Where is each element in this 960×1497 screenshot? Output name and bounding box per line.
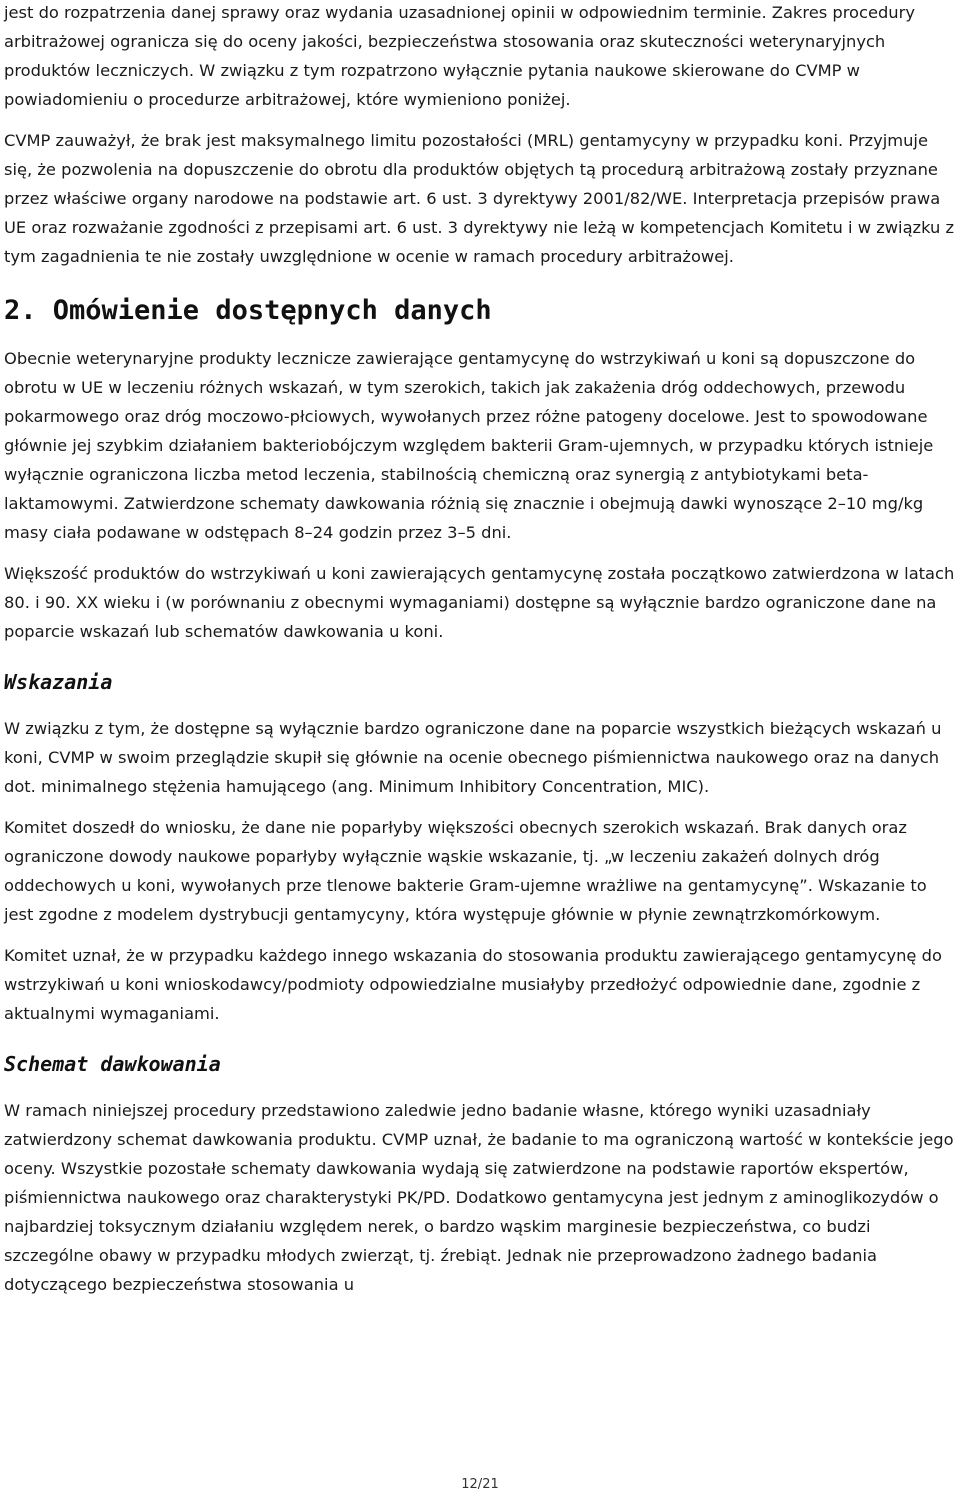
page-number: 12/21 bbox=[461, 1477, 499, 1492]
document-page bbox=[4, 0, 956, 1299]
section2-paragraph-2: Większość produktów do wstrzykiwań u koni zawierających gentamycynę została początkowo zatwierdzona w latach 80. i 90. XX wieku i (w porównaniu z obecnymi wymaganiami) dostępne są wyłącznie bardzo ograniczone dane na poparcie wskazań lub schematów dawkowania u koni. bbox=[4, 564, 955, 641]
schemat-paragraph-1: W ramach niniejszej procedury przedstawiono zaledwie jedno badanie własne, którego wyniki uzasadniały zatwierdzony schemat dawkowania produktu. CVMP uznał, że badanie to ma ograniczoną wartość w kontekście jego oceny. Wszystkie pozostałe schematy dawkowania wydają się zatwierdzone na podstawie raportów ekspertów, piśmiennictwa naukowego oraz charakterystyki PK/PD. Dodatkowo gentamycyna jest jednym z aminoglikozydów o najbardziej toksycznym działaniu względem nerek, o bardzo wąskim marginesie bezpieczeństwa, co budzi szczególne obawy w przypadku młodych zwierząt, tj. źrebiąt. Jednak nie przeprowadzono żadnego badania dotyczącego bezpieczeństwa stosowania u bbox=[4, 1101, 954, 1294]
section2-paragraph-1: Obecnie weterynaryjne produkty lecznicze zawierające gentamycynę do wstrzykiwań u koni są dopuszczone do obrotu w UE w leczeniu różnych wskazań, w tym szerokich, takich jak zakażenia dróg oddechowych, przewodu pokarmowego oraz dróg moczowo-płciowych, wywołanych przez różne patogeny docelowe. Jest to spowodowane głównie jej szybkim działaniem bakteriobójczym względem bakterii Gram-ujemnych, w przypadku których istnieje wyłącznie ograniczona liczba metod leczenia, stabilnością chemiczną oraz synergią z antybiotykami beta-laktamowymi. Zatwierdzone schematy dawkowania różnią się znacznie i obejmują dawki wynoszące 2–10 mg/kg masy ciała podawane w odstępach 8–24 godzin przez 3–5 dni. bbox=[4, 349, 934, 542]
wskazania-paragraph-1: W związku z tym, że dostępne są wyłącznie bardzo ograniczone dane na poparcie wszystkich bieżących wskazań u koni, CVMP w swoim przeglądzie skupił się głównie na ocenie obecnego piśmiennictwa naukowego oraz na danych dot. minimalnego stężenia hamującego (ang. Minimum Inhibitory Concentration, MIC). bbox=[4, 719, 942, 796]
subheading-wskazania: Wskazania bbox=[4, 670, 113, 694]
wskazania-paragraph-2: Komitet doszedł do wniosku, że dane nie poparłyby większości obecnych szerokich wskazań. Brak danych oraz ograniczone dowody naukowe poparłyby wyłącznie wąskie wskazanie, tj. „w leczeniu zakażeń dolnych dróg oddechowych u koni, wywołanych prze tlenowe bakterie Gram-ujemne wrażliwe na gentamycynę”. Wskazanie to jest zgodne z modelem dystrybucji gentamycyny, która występuje głównie w płynie zewnątrzkomórkowym. bbox=[4, 818, 927, 924]
intro-paragraph-1: jest do rozpatrzenia danej sprawy oraz wydania uzasadnionej opinii w odpowiednim terminie. Zakres procedury arbitrażowej ogranicza się do oceny jakości, bezpieczeństwa stosowania oraz skuteczności weterynaryjnych produktów leczniczych. W związku z tym rozpatrzono wyłącznie pytania naukowe skierowane do CVMP w powiadomieniu o procedurze arbitrażowej, które wymieniono poniżej. bbox=[4, 3, 915, 109]
intro-paragraph-2: CVMP zauważył, że brak jest maksymalnego limitu pozostałości (MRL) gentamycyny w przypadku koni. Przyjmuje się, że pozwolenia na dopuszczenie do obrotu dla produktów objętych tą procedurą arbitrażową zostały przyznane przez właściwe organy narodowe na podstawie art. 6 ust. 3 dyrektywy 2001/82/WE. Interpretacja przepisów prawa UE oraz rozważanie zgodności z przepisami art. 6 ust. 3 dyrektywy nie leżą w kompetencjach Komitetu i w związku z tym zagadnienia te nie zostały uwzględnione w ocenie w ramach procedury arbitrażowej. bbox=[4, 131, 955, 266]
wskazania-paragraph-3: Komitet uznał, że w przypadku każdego innego wskazania do stosowania produktu zawierającego gentamycynę do wstrzykiwań u koni wnioskodawcy/podmioty odpowiedzialne musiałyby przedłożyć odpowiednie dane, zgodnie z aktualnymi wymaganiami. bbox=[4, 946, 942, 1023]
section-heading-2: 2. Omówienie dostępnych danych bbox=[4, 295, 492, 326]
subheading-schemat-dawkowania: Schemat dawkowania bbox=[4, 1052, 221, 1076]
